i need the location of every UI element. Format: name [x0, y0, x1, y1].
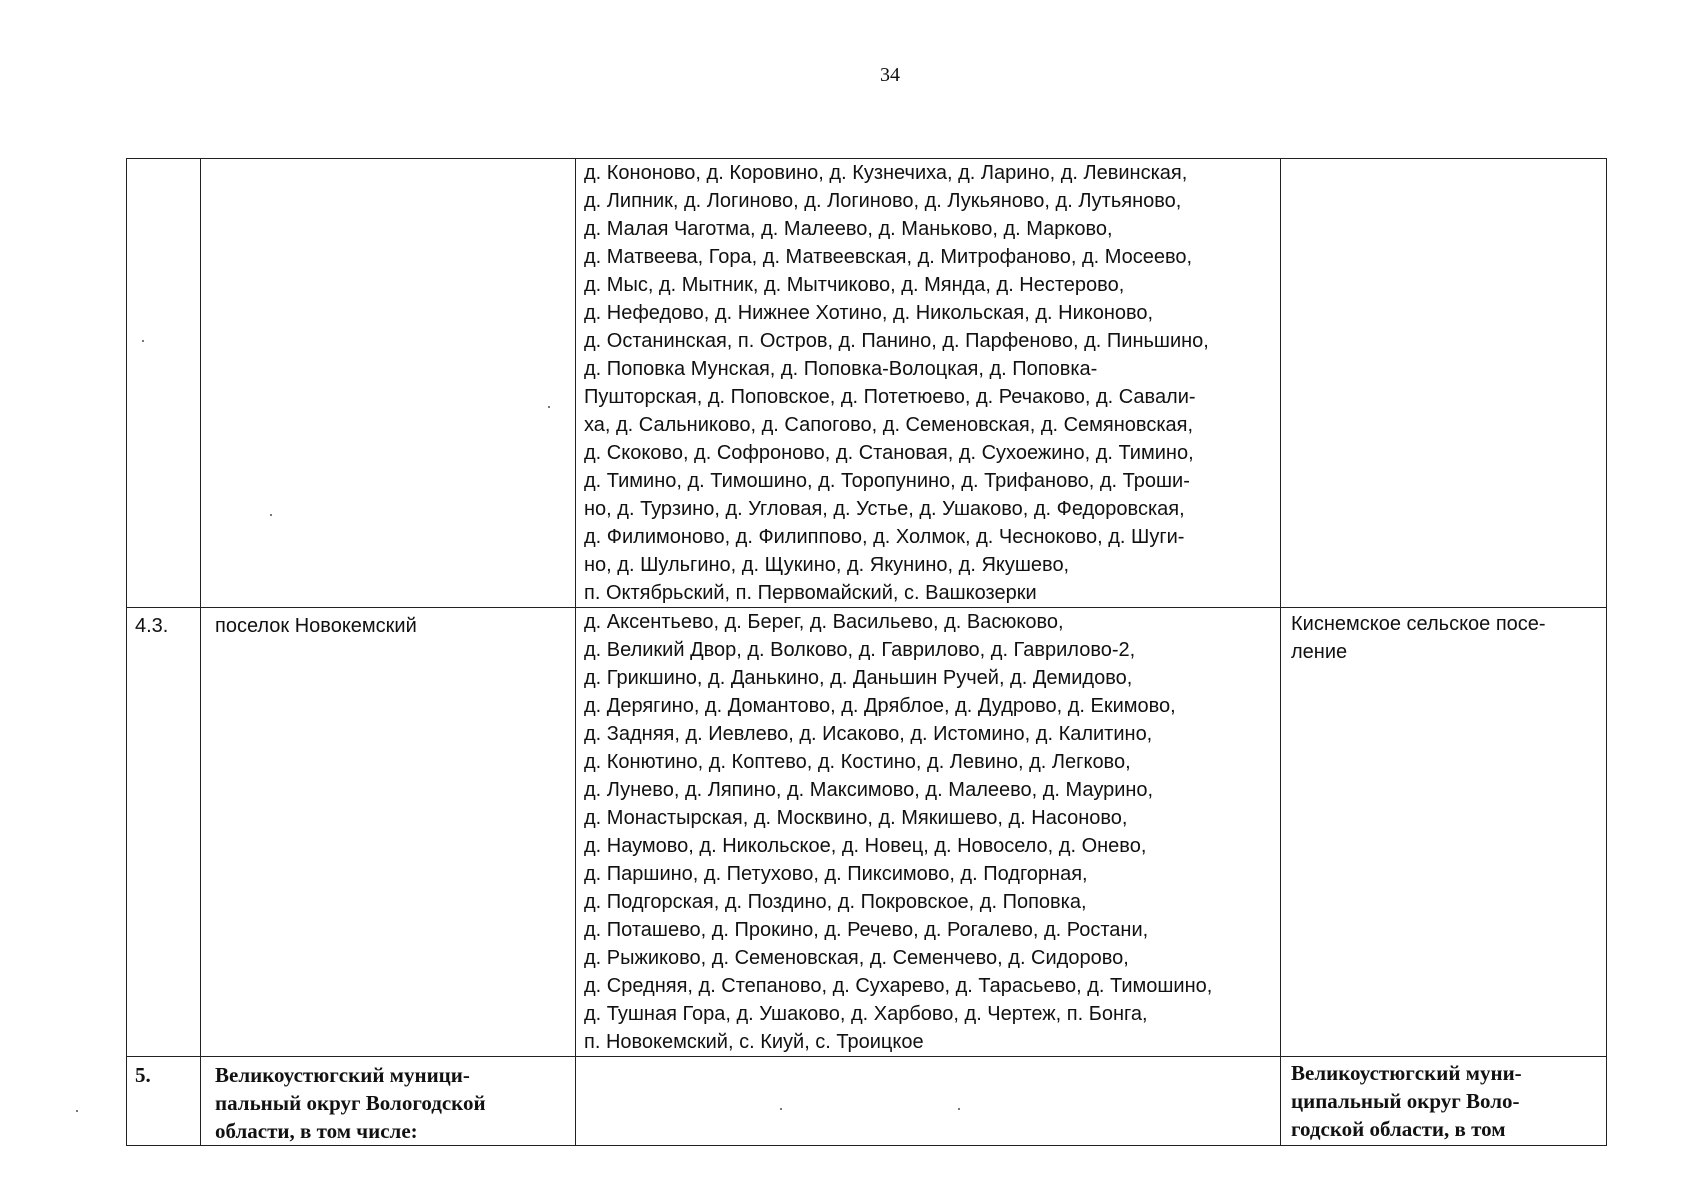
text-line: д. Матвеева, Гора, д. Матвеевская, д. Митрофаново, д. Мосеево, [584, 246, 1193, 268]
settlements-list-cell [576, 608, 1281, 1057]
scan-speck [548, 406, 550, 408]
district-cell [1281, 608, 1607, 1057]
text-line: д. Поташево, д. Прокино, д. Речево, д. Рогалево, д. Ростани, [584, 919, 1149, 941]
settlements-list-cell [576, 1057, 1281, 1146]
text-line: д. Задняя, д. Иевлево, д. Исаково, д. Истомино, д. Калитино, [584, 723, 1153, 745]
text-line: но, д. Турзино, д. Угловая, д. Устье, д. Ушаково, д. Федоровская, [584, 498, 1185, 520]
text-line: годской области, в том [1291, 1117, 1506, 1141]
text-line: д. Филимоново, д. Филиппово, д. Холмок, д. Чесноково, д. Шуги- [584, 526, 1185, 548]
table-row [127, 159, 1607, 608]
table-row [127, 608, 1607, 1057]
text-line: д. Средняя, д. Степаново, д. Сухарево, д. Тарасьево, д. Тимошино, [584, 975, 1213, 997]
text-line: д. Лунево, д. Ляпино, д. Максимово, д. Малеево, д. Маурино, [584, 779, 1154, 801]
text-line: ление [1291, 641, 1348, 663]
scan-speck [142, 340, 144, 342]
scan-speck [76, 1110, 78, 1112]
text-line: д. Тушная Гора, д. Ушаково, д. Харбово, д. Чертеж, п. Бонга, [584, 1003, 1148, 1025]
text-line: д. Подгорская, д. Поздино, д. Покровское, д. Поповка, [584, 891, 1087, 913]
text-line: д. Мыс, д. Мытник, д. Мытчиково, д. Мянда, д. Нестерово, [584, 274, 1125, 296]
text-line: д. Малая Чаготма, д. Малеево, д. Маньково, д. Марково, [584, 218, 1113, 240]
text-line: Великоустюгский муни- [1291, 1061, 1522, 1085]
text-line: д. Паршино, д. Петухово, д. Пиксимово, д. Подгорная, [584, 863, 1088, 885]
settlements-table [126, 158, 1607, 1146]
municipality-name-cell [201, 1057, 576, 1146]
municipality-name-cell [201, 159, 576, 608]
district-cell [1281, 159, 1607, 608]
text-line: п. Новокемский, с. Киуй, с. Троицкое [584, 1031, 924, 1053]
district-cell [1281, 1057, 1607, 1146]
text-line: д. Рыжиково, д. Семеновская, д. Семенчево, д. Сидорово, [584, 947, 1129, 969]
text-line: д. Кононово, д. Коровино, д. Кузнечиха, д. Ларино, д. Левинская, [584, 162, 1188, 184]
settlements-list-cell [576, 159, 1281, 608]
text-line: д. Грикшино, д. Данькино, д. Даньшин Ручей, д. Демидово, [584, 667, 1133, 689]
text-line: д. Конютино, д. Коптево, д. Костино, д. Левино, д. Легково, [584, 751, 1131, 773]
text-line: ха, д. Сальниково, д. Сапогово, д. Семеновская, д. Семяновская, [584, 414, 1194, 436]
text-line: д. Великий Двор, д. Волково, д. Гаврилово, д. Гаврилово-2, [584, 639, 1136, 661]
text-line: пальный округ Вологодской [215, 1091, 486, 1115]
text-line: п. Октябрьский, п. Первомайский, с. Вашкозерки [584, 582, 1037, 604]
municipality-name-cell: поселок Новокемский [201, 608, 576, 1057]
text-line: д. Дерягино, д. Домантово, д. Дряблое, д. Дудрово, д. Екимово, [584, 695, 1176, 717]
text-line: д. Тимино, д. Тимошино, д. Торопунино, д. Трифаново, д. Троши- [584, 470, 1190, 492]
scan-speck [780, 1108, 782, 1110]
row-number-cell: 4.3. [127, 608, 201, 1057]
text-line: д. Наумово, д. Никольское, д. Новец, д. Новосело, д. Онево, [584, 835, 1147, 857]
row-number-cell: 5. [127, 1057, 201, 1146]
text-line: но, д. Шульгино, д. Щукино, д. Якунино, д. Якушево, [584, 554, 1070, 576]
row-number-cell [127, 159, 201, 608]
scan-speck [958, 1108, 960, 1110]
text-line: д. Нефедово, д. Нижнее Хотино, д. Никольская, д. Никоново, [584, 302, 1154, 324]
scan-speck [270, 514, 272, 516]
text-line: д. Поповка Мунская, д. Поповка-Волоцкая, д. Поповка- [584, 358, 1098, 380]
text-line: д. Останинская, п. Остров, д. Панино, д. Парфеново, д. Пиньшино, [584, 330, 1209, 352]
text-line: ципальный округ Воло- [1291, 1089, 1520, 1113]
table-row [127, 1057, 1607, 1146]
text-line: Пушторская, д. Поповское, д. Потетюево, д. Речаково, д. Савали- [584, 386, 1196, 408]
page-number: 34 [880, 64, 900, 86]
text-line: д. Скоково, д. Софроново, д. Становая, д. Сухоежино, д. Тимино, [584, 442, 1194, 464]
text-line: Киснемское сельское посе- [1291, 613, 1546, 635]
text-line: д. Монастырская, д. Москвино, д. Мякишево, д. Насоново, [584, 807, 1128, 829]
text-line: д. Липник, д. Логиново, д. Логиново, д. Лукьяново, д. Лутьяново, [584, 190, 1182, 212]
text-line: Великоустюгский муници- [215, 1063, 470, 1087]
text-line: д. Аксентьево, д. Берег, д. Васильево, д. Васюково, [584, 611, 1064, 633]
text-line: области, в том числе: [215, 1119, 418, 1143]
